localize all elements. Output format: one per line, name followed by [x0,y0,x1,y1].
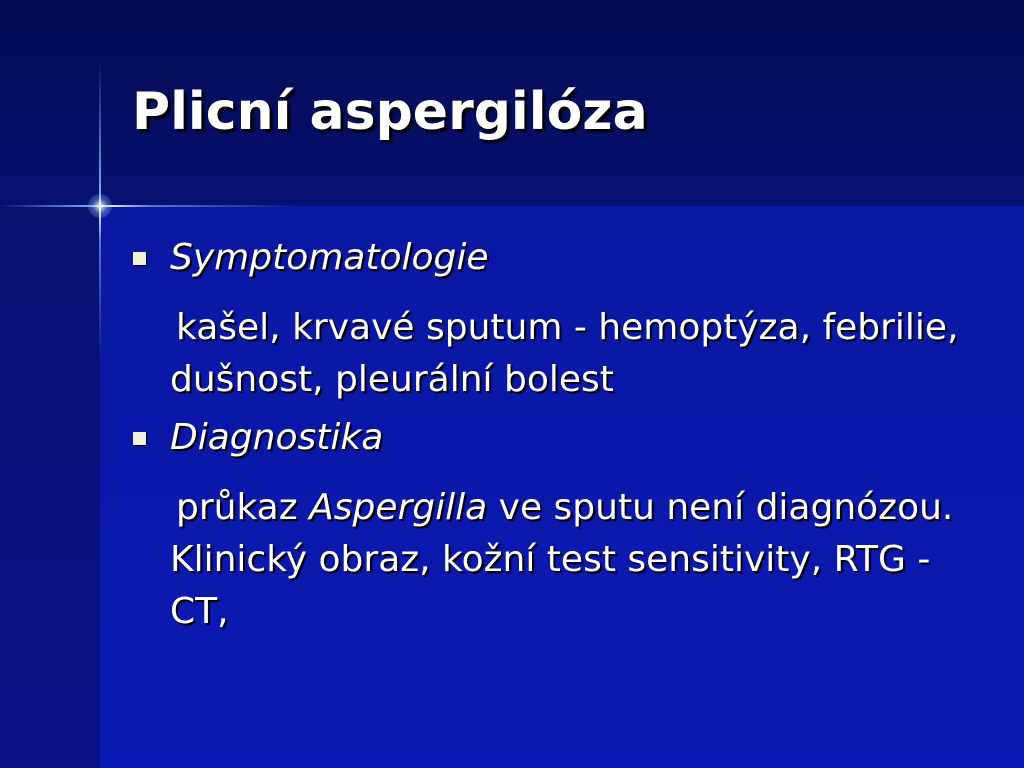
symptomatology-text [130,302,990,406]
light-flare-horizontal [0,205,300,207]
symptomatology-text-content: kašel, krvavé sputum - hemoptýza, febrilie, dušnost, pleurální bolest [170,307,959,400]
diagnostics-text-italic: Aspergilla [309,487,488,528]
square-bullet-icon [133,432,146,445]
square-bullet-icon [133,252,146,265]
light-flare-glow [88,194,112,218]
bullet-heading-diagnostics: Diagnostika [170,417,384,458]
slide-title: Plicní aspergilóza [132,82,648,142]
diagnostics-text-before: průkaz [176,487,310,528]
bullet-item-symptomatology [130,232,990,284]
diagnostics-text-after: ve sputu není diagnózou. Klinický obraz, kožní test sensitivity, RTG - CT, [170,487,954,632]
slide-content [130,232,990,638]
bullet-heading-symptomatology: Symptomatologie [170,237,489,278]
left-band [0,206,100,768]
diagnostics-text [130,482,990,638]
bullet-item-diagnostics [130,412,990,464]
